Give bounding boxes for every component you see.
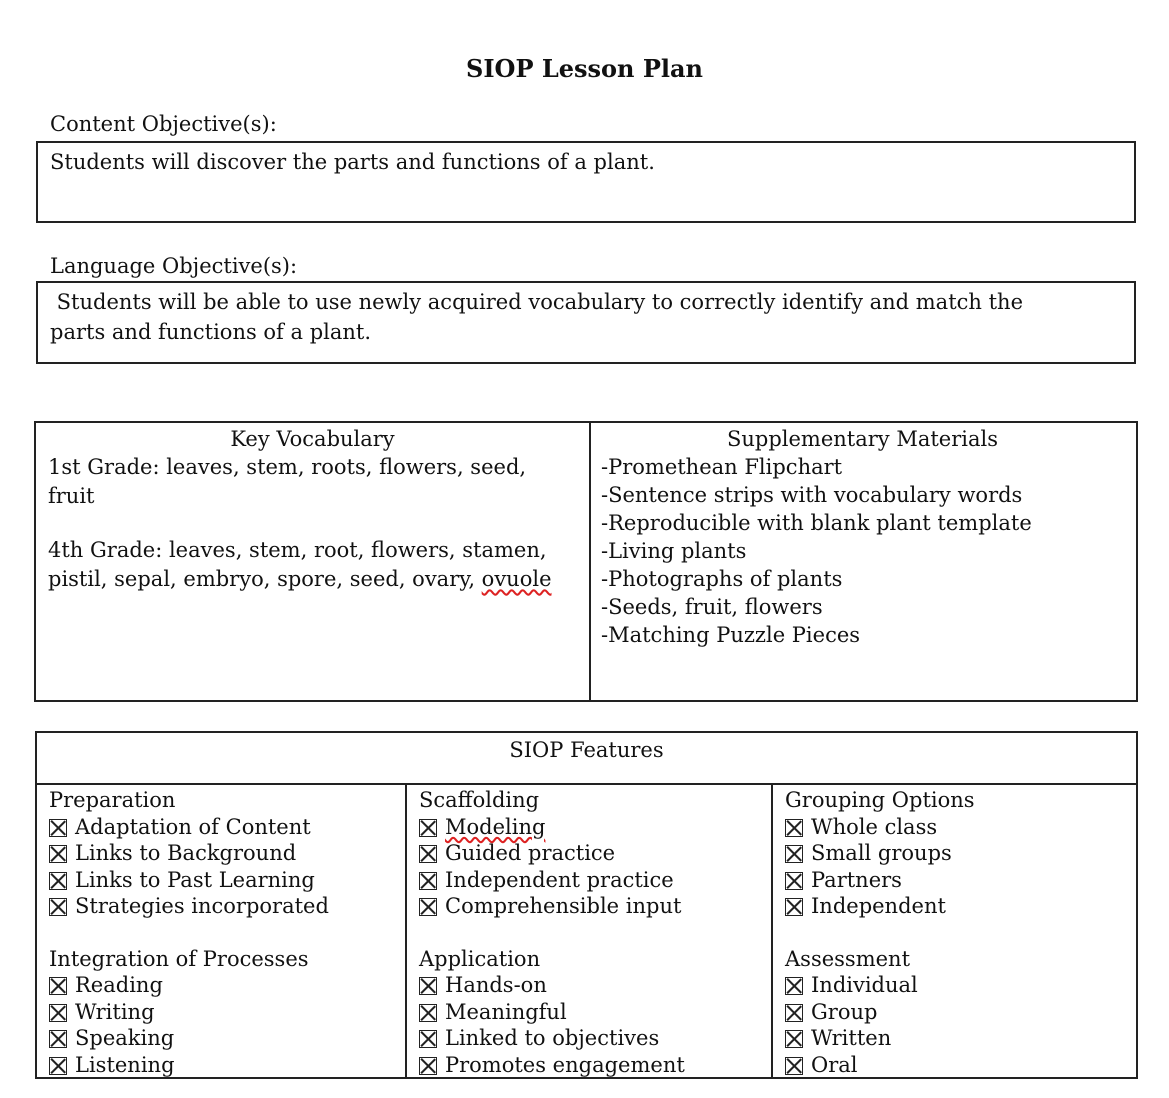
checkbox-label: Writing [75,999,155,1024]
key-vocabulary-cell [36,423,591,700]
supplementary-materials-heading: Supplementary Materials [726,427,998,451]
checkbox-item [419,999,759,1026]
material-item: -Living plants [601,539,747,563]
checkbox-label: Group [811,999,878,1024]
preparation-title: Preparation [49,788,176,812]
content-objective-text: Students will discover the parts and functions of a plant. [50,150,655,174]
checked-box-icon[interactable] [419,1004,437,1022]
grade-1-vocabulary: 1st Grade: leaves, stem, roots, flowers, seed, fruit [48,455,527,508]
checkbox-item [419,1052,759,1079]
siop-features-heading: SIOP Features [37,733,1136,785]
checkbox-label: Oral [811,1052,858,1077]
checkbox-item [49,840,393,867]
checked-box-icon[interactable] [419,1057,437,1075]
checkbox-label: Linked to objectives [445,1026,660,1050]
features-column-2 [407,785,773,1077]
checkbox-item [785,814,1124,841]
checkbox-label: Independent [811,894,946,918]
checked-box-icon[interactable] [49,1057,67,1075]
grade-4-vocabulary-line-1: 4th Grade: leaves, stem, root, flowers, stamen, [48,538,547,562]
integration-title: Integration of Processes [49,946,309,971]
checked-box-icon[interactable] [785,1004,803,1022]
checkbox-label: Promotes engagement [445,1052,685,1077]
checked-box-icon[interactable] [49,977,67,995]
checkbox-label: Written [811,1026,892,1050]
checkbox-label: Individual [811,973,918,997]
checkbox-item [785,867,1124,894]
checkbox-item [419,840,759,867]
material-item: -Photographs of plants [601,567,843,591]
content-objective-box [36,141,1136,223]
checked-box-icon[interactable] [49,872,67,890]
language-objective-box [36,281,1136,364]
key-vocabulary-heading: Key Vocabulary [230,427,395,451]
checked-box-icon[interactable] [49,1004,67,1022]
checkbox-item [49,867,393,894]
checkbox-item [785,893,1124,920]
features-column-3 [773,785,1136,1077]
checkbox-label: Meaningful [445,999,567,1024]
grouping-title: Grouping Options [785,788,975,812]
checked-box-icon[interactable] [785,1030,803,1048]
checkbox-label: Links to Background [75,841,297,865]
checkbox-item [49,1025,393,1052]
language-objective-line-1: Students will be able to use newly acquired vocabulary to correctly identify and match the [50,290,1023,314]
checkbox-label: Modeling [445,814,546,839]
checked-box-icon[interactable] [49,845,67,863]
checkbox-item [419,972,759,999]
misspelled-word: ovuole [481,567,552,591]
checkbox-label: Guided practice [445,841,616,865]
siop-features-table [35,731,1138,1079]
checkbox-item [419,893,759,920]
checked-box-icon[interactable] [49,898,67,916]
language-objective-line-2: parts and functions of a plant. [50,320,372,344]
features-column-1 [37,785,407,1077]
application-title: Application [419,946,541,971]
scaffolding-title: Scaffolding [419,788,540,812]
checkbox-label: Comprehensible input [445,894,682,918]
checkbox-item [785,999,1124,1026]
checkbox-label: Hands-on [445,973,547,997]
page-title: SIOP Lesson Plan [465,54,703,83]
checkbox-label: Small groups [811,841,952,865]
checkbox-label: Partners [811,867,902,892]
checked-box-icon[interactable] [785,1057,803,1075]
checkbox-item [419,814,759,841]
checkbox-label: Independent practice [445,867,674,892]
checkbox-item [49,999,393,1026]
checked-box-icon[interactable] [49,1030,67,1048]
checkbox-item [785,840,1124,867]
checkbox-label: Speaking [75,1026,175,1050]
checkbox-item [785,972,1124,999]
checkbox-label: Listening [75,1052,175,1077]
checkbox-item [419,867,759,894]
checkbox-label: Reading [75,973,163,997]
material-item: -Matching Puzzle Pieces [601,623,861,647]
material-item: -Sentence strips with vocabulary words [601,483,1023,507]
checkbox-item [49,972,393,999]
checked-box-icon[interactable] [419,1030,437,1048]
checked-box-icon[interactable] [419,845,437,863]
checkbox-label: Whole class [811,814,938,839]
checked-box-icon[interactable] [785,977,803,995]
assessment-title: Assessment [785,946,911,971]
grade-4-vocabulary-text: pistil, sepal, embryo, spore, seed, ovary, [48,567,482,591]
vocabulary-materials-table [34,421,1138,702]
language-objective-label: Language Objective(s): [50,254,298,278]
checked-box-icon[interactable] [419,977,437,995]
material-item: -Reproducible with blank plant template [601,511,1032,535]
grade-4-vocabulary-line-2 [48,565,577,594]
checked-box-icon[interactable] [785,898,803,916]
checked-box-icon[interactable] [419,872,437,890]
material-item: -Promethean Flipchart [601,455,843,479]
checkbox-item [785,1052,1124,1079]
supplementary-materials-cell [591,423,1136,700]
checkbox-label: Strategies incorporated [75,894,329,918]
checked-box-icon[interactable] [49,819,67,837]
checkbox-item [419,1025,759,1052]
checkbox-label: Adaptation of Content [75,814,311,839]
checkbox-label: Links to Past Learning [75,867,315,892]
checkbox-item [785,1025,1124,1052]
checkbox-item [49,814,393,841]
checkbox-item [49,893,393,920]
checked-box-icon[interactable] [419,898,437,916]
material-item: -Seeds, fruit, flowers [601,595,823,619]
checked-box-icon[interactable] [785,872,803,890]
content-objective-label: Content Objective(s): [50,112,277,136]
checkbox-item [49,1052,393,1079]
checked-box-icon[interactable] [785,819,803,837]
checked-box-icon[interactable] [419,819,437,837]
checked-box-icon[interactable] [785,845,803,863]
